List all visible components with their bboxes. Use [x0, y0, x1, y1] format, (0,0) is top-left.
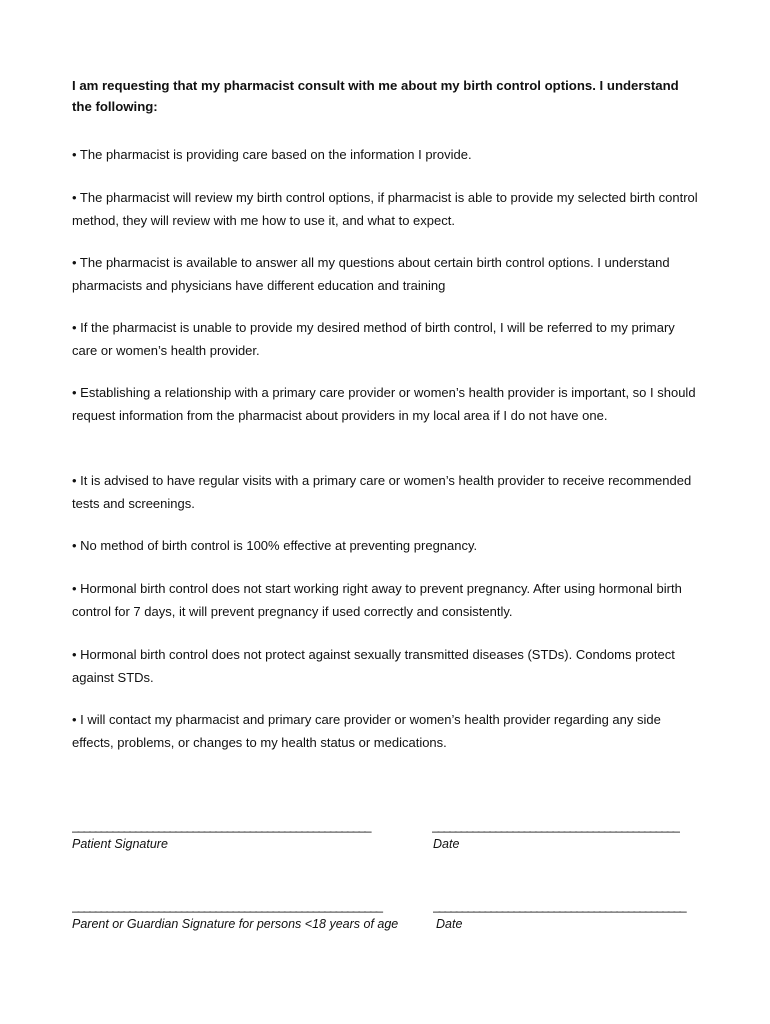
bullet-item: • I will contact my pharmacist and primary care provider or women’s health provider regarding any side effects, problems, or changes to my health status or medications.	[72, 712, 661, 750]
bullet-item: • It is advised to have regular visits with a primary care or women’s health provider to receive recommended tests and screenings.	[72, 473, 692, 511]
guardian-signature-label: Parent or Guardian Signature for persons <18 years of age	[72, 917, 399, 931]
guardian-date-label: Date	[436, 917, 463, 931]
bullet-item: • Establishing a relationship with a primary care provider or women’s health provider is important, so I should request information from the pharmacist about providers in my local area if I do not have one.	[72, 385, 696, 423]
patient-signature-line[interactable]: ____________________________________________________	[72, 818, 370, 833]
guardian-signature-line[interactable]: ______________________________________________________	[72, 898, 382, 913]
form-intro: I am requesting that my pharmacist consult with me about my birth control options. I understand the following:	[72, 78, 679, 114]
date-line[interactable]: ___________________________________________	[432, 818, 679, 833]
guardian-date-line[interactable]: ____________________________________________	[433, 898, 686, 913]
bullet-item: • Hormonal birth control does not start working right away to prevent pregnancy. After using hormonal birth control for 7 days, it will prevent pregnancy if used correctly and consistently.	[72, 581, 682, 619]
bullet-item: • The pharmacist is available to answer all my questions about certain birth control options. I understand pharmacists and physicians have different education and training	[72, 255, 670, 293]
bullet-item: • If the pharmacist is unable to provide my desired method of birth control, I will be referred to my primary care or women’s health provider.	[72, 320, 675, 358]
patient-signature-label: Patient Signature	[72, 837, 168, 851]
bullet-item: • The pharmacist will review my birth control options, if pharmacist is able to provide my selected birth control method, they will review with me how to use it, and what to expect.	[72, 190, 698, 228]
bullet-item: • Hormonal birth control does not protect against sexually transmitted diseases (STDs). Condoms protect against STDs.	[72, 647, 675, 685]
date-label: Date	[433, 837, 460, 851]
bullet-item: • No method of birth control is 100% effective at preventing pregnancy.	[72, 538, 478, 553]
bullet-item: • The pharmacist is providing care based on the information I provide.	[72, 147, 472, 162]
